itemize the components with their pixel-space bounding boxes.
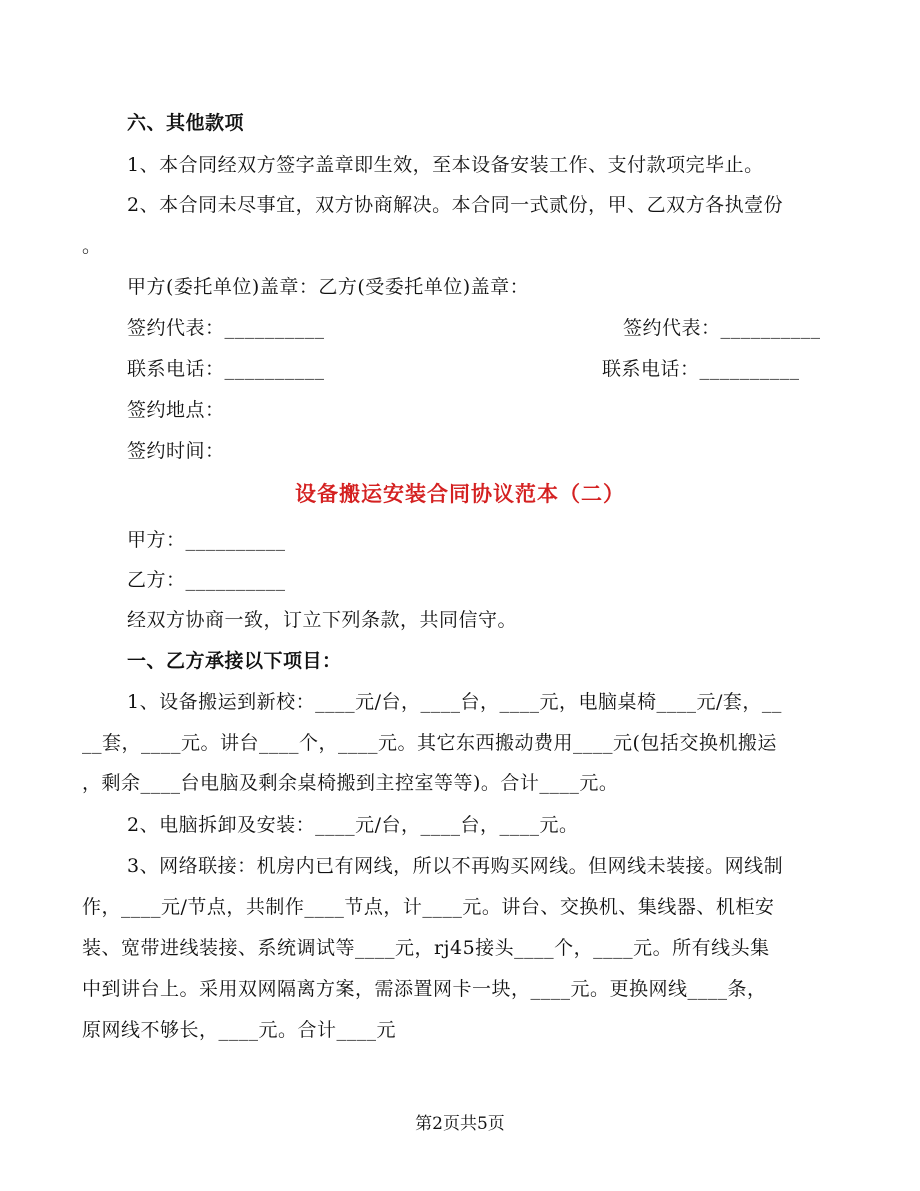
- doc-title: 设备搬运安装合同协议范本（二）: [295, 481, 625, 506]
- party-a: 甲方：__________: [127, 529, 286, 551]
- item3-line5: 原网线不够长，____元。合计____元: [82, 1019, 397, 1041]
- rep-right: 签约代表：__________: [623, 317, 821, 339]
- sign-time: 签约时间：: [127, 440, 225, 462]
- item3-line3: 装、宽带进线装接、系统调试等____元，rj45接头____个，____元。所有线头集: [82, 937, 770, 959]
- page-number: 第2页共5页: [415, 1114, 505, 1134]
- item3-line4: 中到讲台上。采用双网隔离方案，需添置网卡一块，____元。更换网线____条，: [82, 978, 767, 1000]
- item1-line1: 1、设备搬运到新校：____元/台，____台，____元，电脑桌椅____元/套，__: [127, 691, 782, 713]
- section-heading-other-terms: 六、其他款项: [127, 112, 245, 134]
- section-heading-projects: 一、乙方承接以下项目：: [127, 650, 342, 672]
- intro: 经双方协商一致，订立下列条款，共同信守。: [127, 609, 518, 631]
- rep-left: 签约代表：__________: [127, 317, 325, 339]
- party-b: 乙方：__________: [127, 569, 286, 591]
- item1-line3: ，剩余____台电脑及剩余桌椅搬到主控室等等)。合计____元。: [82, 772, 619, 794]
- phone-left: 联系电话：__________: [127, 358, 325, 380]
- item3-line1: 3、网络联接：机房内已有网线，所以不再购买网线。但网线未装接。网线制: [127, 855, 784, 877]
- clause-copies: 2、本合同未尽事宜，双方协商解决。本合同一式贰份，甲、乙双方各执壹份: [127, 194, 784, 216]
- sign-place: 签约地点：: [127, 399, 225, 421]
- seal-line: 甲方(委托单位)盖章：乙方(受委托单位)盖章：: [127, 276, 530, 298]
- item2: 2、电脑拆卸及安装：____元/台，____台，____元。: [127, 814, 579, 836]
- item1-line2: __套，____元。讲台____个，____元。其它东西搬动费用____元(包括交换机搬运: [82, 732, 777, 754]
- phone-right: 联系电话：__________: [602, 358, 800, 380]
- item3-line2: 作，____元/节点，共制作____节点，计____元。讲台、交换机、集线器、机柜安: [82, 896, 775, 918]
- clause-effective: 1、本合同经双方签字盖章即生效，至本设备安装工作、支付款项完毕止。: [127, 154, 764, 176]
- clause-copies-tail: 。: [82, 235, 102, 257]
